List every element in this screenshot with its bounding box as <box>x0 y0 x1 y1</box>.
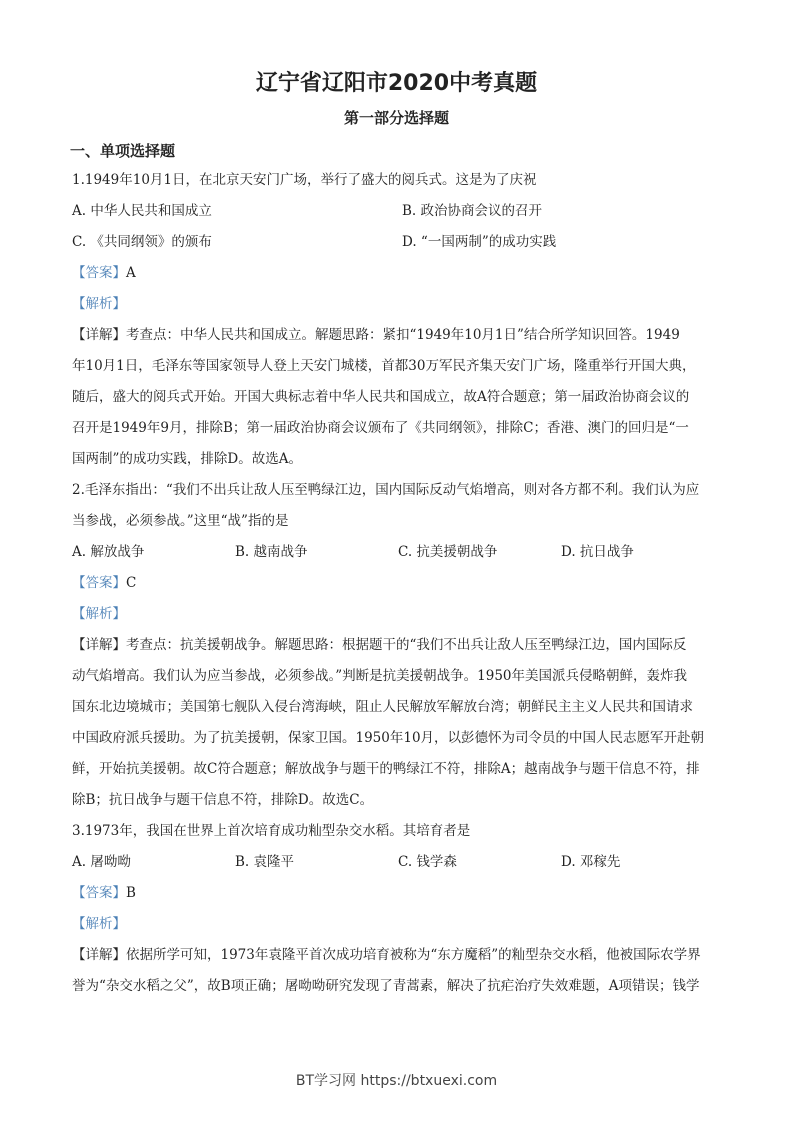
option: D. “一国两制”的成功实践 <box>402 234 557 250</box>
option: A. 解放战争 <box>72 544 145 560</box>
detail-line: 【详解】依据所学可知，1973年袁隆平首次成功培育被称为“东方魔稻”的籼型杂交水稻，他被国际农学界 <box>72 947 701 963</box>
question-stem: 2.毛泽东指出：“我们不出兵让敌人压至鸭绿江边，国内国际反动气焰增高，则对各方都不利。我们认为应 <box>72 482 700 498</box>
analysis-line <box>72 909 732 940</box>
detail-line: 动气焰增高。我们认为应当参战，必须参战。”判断是抗美援朝战争。1950年美国派兵侵略朝鲜，轰炸我 <box>72 668 688 684</box>
detail-line: 年10月1日，毛泽东等国家领导人登上天安门城楼，首都30万军民齐集天安门广场，隆重举行开国大典， <box>72 358 696 374</box>
detail-line: 中国政府派兵援助。为了抗美援朝，保家卫国。1950年10月，以彭德怀为司令员的中国人民志愿军开赴朝 <box>72 730 705 746</box>
option: D. 抗日战争 <box>561 544 634 560</box>
question-list <box>72 165 732 1002</box>
answer-value: C <box>126 575 137 591</box>
options-row <box>72 537 732 568</box>
detail-line: 随后，盛大的阅兵式开始。开国大典标志着中华人民共和国成立，故A符合题意；第一届政治协商会议的 <box>72 389 690 405</box>
page-subtitle: 第一部分选择题 <box>343 109 449 127</box>
detail-line: 召开是1949年9月，排除B；第一届政治协商会议颁布了《共同纲领》，排除C；香港、澳门的回归是“一 <box>72 420 689 436</box>
detail-line: 【详解】考查点：中华人民共和国成立。解题思路：紧扣“1949年10月1日”结合所学知识回答。1949 <box>72 327 680 343</box>
analysis-line <box>72 289 732 320</box>
answer-line <box>72 258 732 289</box>
question <box>72 475 732 816</box>
question <box>72 165 732 475</box>
analysis-line <box>72 599 732 630</box>
option: C. 抗美援朝战争 <box>398 544 498 560</box>
detail-line: 除B；抗日战争与题干信息不符，排除D。故选C。 <box>72 792 374 808</box>
options-row <box>72 196 732 227</box>
question <box>72 816 732 1002</box>
detail-line: 誉为“杂交水稻之父”，故B项正确；屠呦呦研究发现了青蒿素，解决了抗疟治疗失效难题，A项错误；钱学 <box>72 978 700 994</box>
answer-label: 【答案】 <box>72 885 126 901</box>
analysis-label: 【解析】 <box>72 606 126 622</box>
detail-line: 【详解】考查点：抗美援朝战争。解题思路：根据题干的“我们不出兵让敌人压至鸭绿江边，国内国际反 <box>72 637 687 653</box>
option: B. 越南战争 <box>235 544 308 560</box>
option: A. 屠呦呦 <box>72 854 131 870</box>
question-stem: 1.1949年10月1日，在北京天安门广场，举行了盛大的阅兵式。这是为了庆祝 <box>72 172 537 188</box>
question-stem: 当参战，必须参战。”这里“战”指的是 <box>72 513 289 529</box>
detail-line: 鲜，开始抗美援朝。故C符合题意；解放战争与题干的鸭绿江不符，排除A；越南战争与题干信息不符，排 <box>72 761 700 777</box>
option: B. 政治协商会议的召开 <box>402 203 543 219</box>
options-row <box>72 847 732 878</box>
section-heading: 一、单项选择题 <box>70 142 176 160</box>
option: A. 中华人民共和国成立 <box>72 203 212 219</box>
option: C. 钱学森 <box>398 854 457 870</box>
page-title: 辽宁省辽阳市2020中考真题 <box>255 71 538 96</box>
question-stem: 3.1973年，我国在世界上首次培育成功籼型杂交水稻。其培育者是 <box>72 823 471 839</box>
analysis-label: 【解析】 <box>72 296 126 312</box>
answer-label: 【答案】 <box>72 265 126 281</box>
detail-line: 国东北边境城市；美国第七舰队入侵台湾海峡，阻止人民解放军解放台湾；朝鲜民主主义人民共和国请求 <box>72 699 693 715</box>
answer-value: B <box>126 885 136 901</box>
option: C. 《共同纲领》的颁布 <box>72 234 212 250</box>
options-row <box>72 227 732 258</box>
answer-line <box>72 878 732 909</box>
answer-label: 【答案】 <box>72 575 126 591</box>
option: D. 邓稼先 <box>561 854 621 870</box>
detail-line: 国两制”的成功实践，排除D。故选A。 <box>72 451 302 467</box>
answer-value: A <box>126 265 136 281</box>
answer-line <box>72 568 732 599</box>
option: B. 袁隆平 <box>235 854 295 870</box>
analysis-label: 【解析】 <box>72 916 126 932</box>
footer-watermark: BT学习网 https://btxuexi.com <box>295 1073 498 1089</box>
